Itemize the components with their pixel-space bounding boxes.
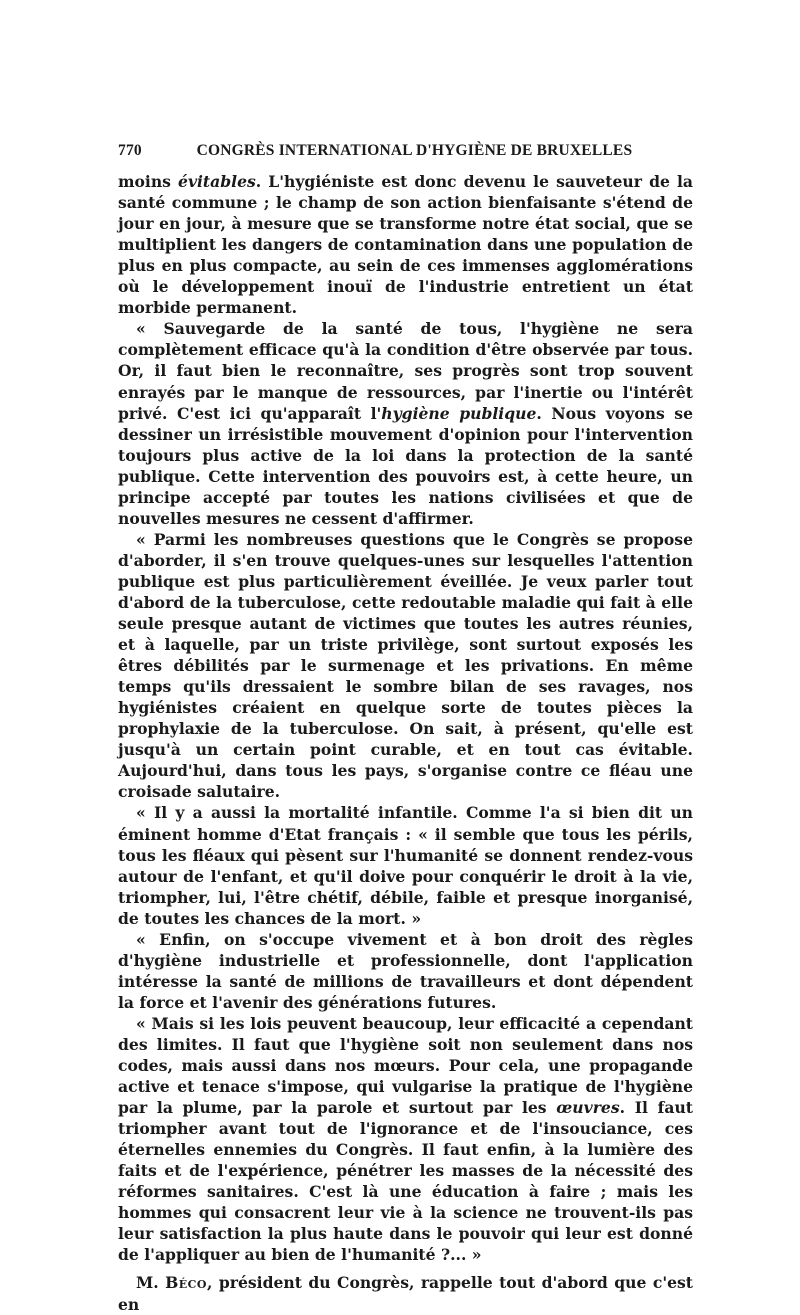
running-header [118,140,693,161]
emphasis-hygiene-publique: hygiène publique [381,403,537,423]
paragraph-7: M. Béco, président du Congrès, rappelle tout d'abord que c'est en [118,1273,693,1314]
emphasis-evitables: évitables [178,172,256,192]
paragraph-5: « Enfin, on s'occupe vivement et à bon droit des règles d'hygiène industrielle et professionnelle, dont l'application intéresse la santé de millions de travailleurs et dont dépendent la force et l'avenir des générations futures. [118,929,693,1012]
paragraph-6: « Mais si les lois peuvent beaucoup, leur efficacité a cependant des limites. Il faut que l'hygiène soit non seulement dans nos codes, mais aussi dans nos mœurs. Pour cela, une propagande active et tenace s'impose, qui vulgarise la pratique de l'hygiène par la plume, par la parole et surtout par les œuvres. Il faut triompher avant tout de l'ignorance et de l'insouciance, ces éternelles ennemies du Congrès. Il faut enfin, à la lumière des faits et de l'expérience, pénétrer les masses de la nécessité des réformes sanitaires. C'est là une éducation à faire ; mais les hommes qui consacrent leur vie à la science ne trouvent-ils pas leur satisfaction la plus haute dans le pouvoir qui leur est donné de l'appliquer au bien de l'humanité ?... » [118,1013,693,1265]
page-number: 770 [118,142,142,159]
paragraph-2: « Sauvegarde de la santé de tous, l'hygiène ne sera complètement efficace qu'à la condition d'être observée par tous. Or, il faut bien le reconnaître, ses progrès sont trop souvent enrayés par le manque de ressources, par l'inertie ou l'intérêt privé. C'est ici qu'apparaît l'hygiène publique. Nous voyons se dessiner un irrésistible mouvement d'opinion pour l'intervention toujours plus active de la loi dans la protection de la santé publique. Cette intervention des pouvoirs est, à cette heure, un principe accepté par toutes les nations civilisées et que de nouvelles mesures ne cessent d'affirmer. [118,319,694,528]
document-page [118,140,693,1315]
paragraph-4: « Il y a aussi la mortalité infantile. Comme l'a si bien dit un éminent homme d'Etat français : « il semble que tous les périls, tous les fléaux qui pèsent sur l'humanité se donnent rendez-vous autour de l'enfant, et qu'il doive pour conquérir le droit à la vie, triompher, lui, l'être chétif, débile, faible et presque inorganisé, de toutes les chances de la mort. » [118,803,693,928]
speaker-name: Béco [165,1273,208,1293]
running-title: CONGRÈS INTERNATIONAL D'HYGIÈNE DE BRUXELLES [196,142,633,159]
emphasis-oeuvres: œuvres [556,1098,620,1118]
paragraph-3: « Parmi les nombreuses questions que le Congrès se propose d'aborder, il s'en trouve quelques-unes sur lesquelles l'attention publique est plus particulièrement éveillée. Je veux parler tout d'abord de la tuberculose, cette redoutable maladie qui fait à elle seule presque autant de victimes que toutes les autres réunies, et à laquelle, par un triste privilège, sont surtout exposés les êtres débilités par le surmenage et les privations. En même temps qu'ils dressaient le sombre bilan de ses ravages, nos hygiénistes créaient en quelque sorte de toutes pièces la prophylaxie de la tuberculose. On sait, à présent, qu'elle est jusqu'à un certain point curable, et en tout cas évitable. Aujourd'hui, dans tous les pays, s'organise contre ce fléau une croisade salutaire. [118,529,693,802]
paragraph-1: moins évitables. L'hygiéniste est donc devenu le sauveteur de la santé commune ; le champ de son action bienfaisante s'étend de jour en jour, à mesure que se transforme notre état social, que se multiplient les dangers de contamination dans une population de plus en plus compacte, au sein de ces immenses agglomérations où le développement inouï de l'industrie entretient un état morbide permanent. [118,172,693,318]
